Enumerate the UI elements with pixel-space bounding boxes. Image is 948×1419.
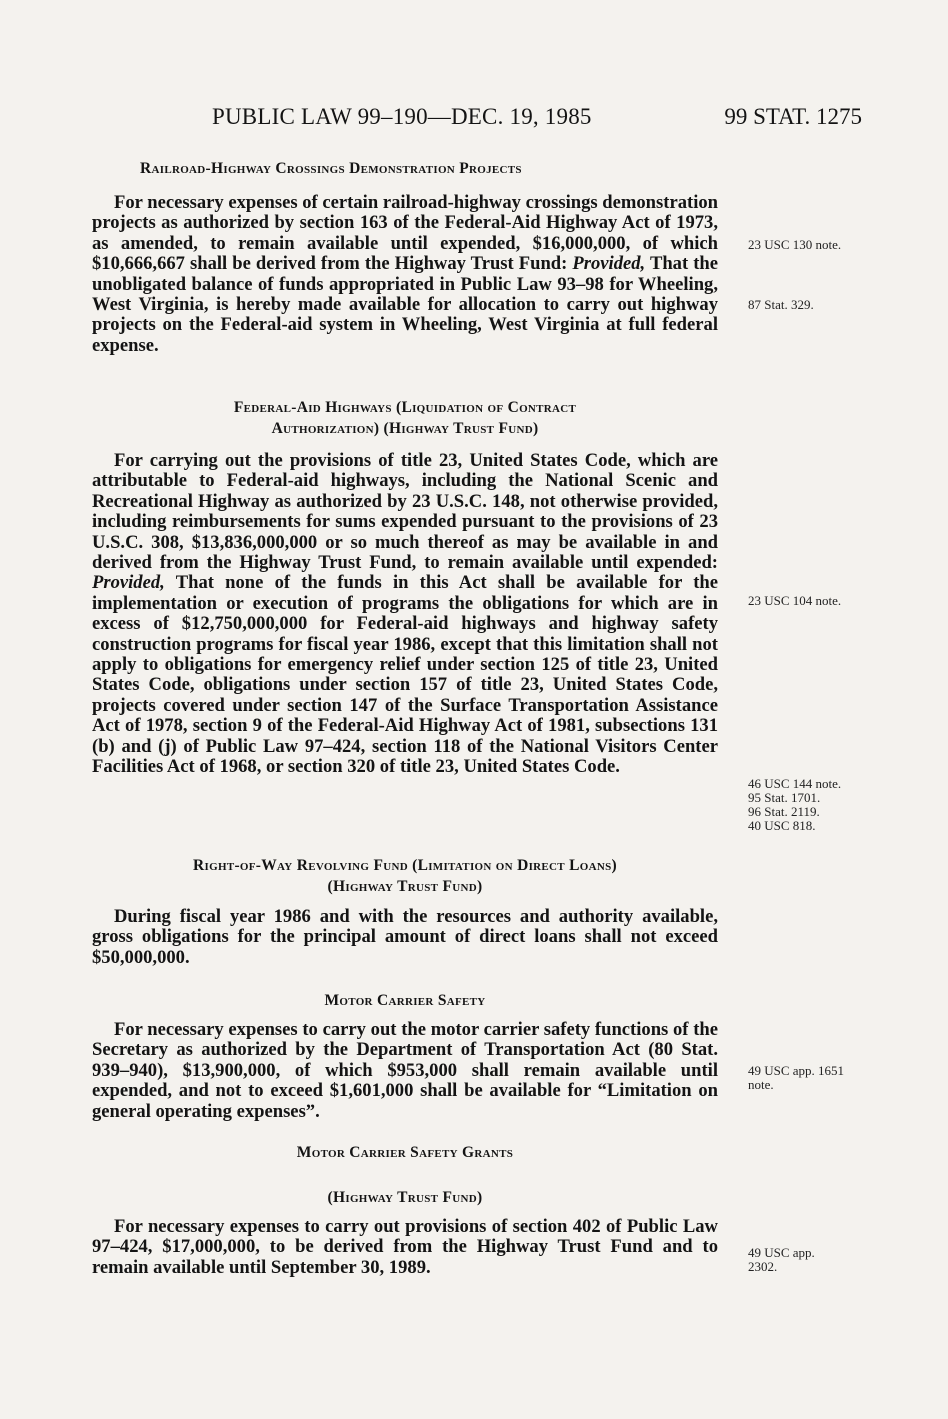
section-heading-right-of-way — [92, 855, 718, 897]
paragraph-text: For carrying out the provisions of title 23, United States Code, which are attributable to Federal-aid highways, including the National Scenic and Recreational Highway as authorized by 23 U.S.C. 148, not otherwise provided, including reimbursements for sums expended pursuant to the provisions of 23 U.S.C. 308, $13,836,000,000 or so much thereof as may be available in and derived from the Highway Trust Fund, to remain available until expended: — [92, 450, 718, 574]
margin-note-line: 46 USC 144 note. — [748, 776, 842, 791]
paragraph-text-rest: That the unobligated balance of funds appropriated in Public Law 93–98 for Wheeling, West Virginia, is hereby made available for allocation to carry out highway projects on the Federal-aid system in Wheeling, West Virginia at full federal expense. — [92, 253, 719, 356]
paragraph-text-rest: That none of the funds in this Act shall be available for the implementation or execution of programs the obligations for which are in excess of $12,750,000,000 for Federal-aid highways and highway safety construction programs for fiscal year 1986, except that this limitation shall not apply to obligations for emergency relief under section 125 of title 23, United States Code, obligations under section 157 of title 23, United States Code, projects covered under section 147 of the Surface Transportation Assistance Act of 1978, section 9 of the Federal-Aid Highway Act of 1981, subsections 131 (b) and (j) of Public Law 97–424, section 118 of the National Visitors Center Facilities Act of 1968, or section 320 of title 23, United States Code. — [92, 572, 719, 778]
margin-note: 23 USC 130 note. — [748, 237, 842, 252]
provided-italic: Provided, — [92, 572, 165, 594]
section-paragraph-federal-aid-highways — [92, 451, 718, 778]
section-heading-federal-aid-highways — [92, 397, 718, 439]
header-title: PUBLIC LAW 99–190—DEC. 19, 1985 — [212, 104, 592, 129]
margin-note: 87 Stat. 329. — [748, 297, 814, 312]
margin-note-group — [748, 1064, 878, 1092]
margin-note-line: note. — [748, 1077, 774, 1092]
heading-line: Federal-Aid Highways (Liquidation of Contract — [233, 399, 577, 416]
section-paragraph-motor-carrier-safety: For necessary expenses to carry out the motor carrier safety functions of the Secretary as authorized by the Department of Transportation Act (80 Stat. 939–940), $13,900,000, of which $953,000 shall remain available until expended, and not to exceed $1,601,000 shall be available for “Limitation on general operating expenses”. — [92, 1019, 718, 1122]
margin-note-line: 49 USC app. 1651 — [748, 1063, 845, 1078]
section-paragraph-right-of-way: During fiscal year 1986 and with the resources and authority available, gross obligations for the principal amount of direct loans shall not exceed $50,000,000. — [92, 906, 718, 968]
section-heading-motor-carrier-safety: Motor Carrier Safety — [324, 992, 486, 1009]
provided-italic: Provided, — [572, 253, 646, 275]
paragraph-text: For necessary expenses of certain railroad-highway crossings demonstration projects as authorized by section 163 of the Federal-Aid Highway Act of 1973, as amended, to remain available until expended, $16,000,000, of which $10,666,667 shall be derived from the Highway Trust Fund: — [92, 192, 718, 275]
heading-line: (Highway Trust Fund) — [327, 878, 483, 895]
section-paragraph-motor-carrier-safety-grants: For necessary expenses to carry out provisions of section 402 of Public Law 97–424, $17,000,000, to be derived from the Highway Trust Fund and to remain available until September 30, 1989. — [92, 1216, 718, 1278]
section-heading-motor-carrier-safety-grants: Motor Carrier Safety Grants — [296, 1144, 514, 1161]
margin-note-line: 49 USC app. — [748, 1245, 815, 1260]
page-header — [92, 104, 862, 138]
margin-note-line: 40 USC 818. — [748, 818, 816, 833]
heading-line: Authorization) (Highway Trust Fund) — [271, 420, 539, 437]
margin-note-group — [748, 777, 878, 833]
header-stat-page: 99 STAT. 1275 — [724, 104, 862, 129]
section-subheading-highway-trust-fund: (Highway Trust Fund) — [327, 1189, 483, 1206]
margin-note-line: 95 Stat. 1701. — [748, 790, 821, 805]
margin-note-line: 2302. — [748, 1259, 778, 1274]
heading-line: Right-of-Way Revolving Fund (Limitation on Direct Loans) — [193, 857, 617, 874]
margin-note: 23 USC 104 note. — [748, 593, 842, 608]
section-paragraph-railroad-highway — [92, 193, 718, 356]
margin-note-group — [748, 1246, 878, 1274]
section-heading-railroad-highway: Railroad-Highway Crossings Demonstration Projects — [140, 160, 522, 177]
margin-note-line: 96 Stat. 2119. — [748, 804, 820, 819]
